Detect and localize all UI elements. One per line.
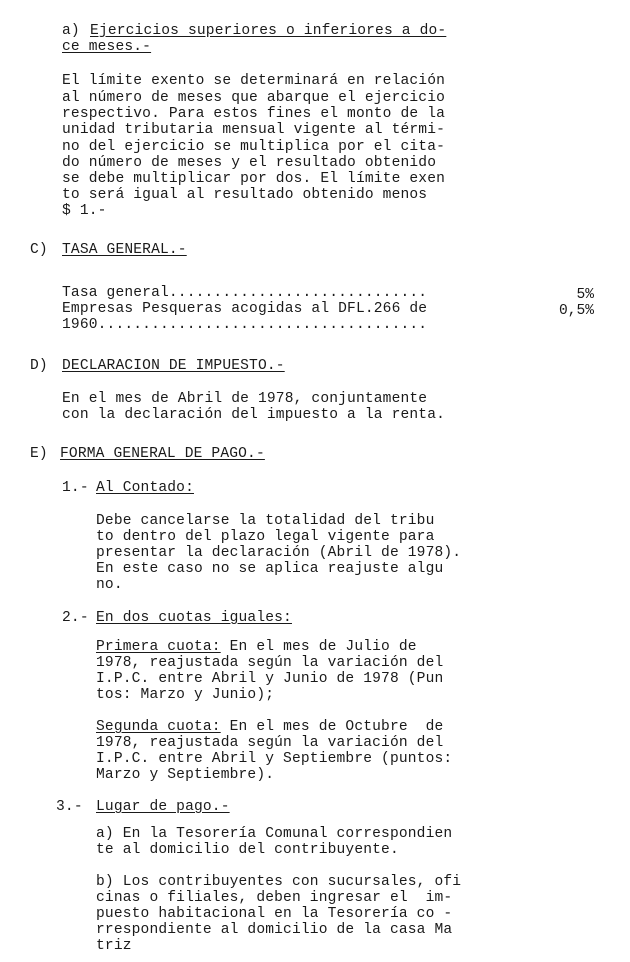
section-a-title-line1: Ejercicios superiores o inferiores a do- bbox=[90, 23, 447, 39]
cuota-2-label: Segunda cuota: bbox=[96, 719, 221, 735]
item-1-number: 1.- bbox=[62, 480, 89, 496]
section-a-body-line: do número de meses y el resultado obtenido bbox=[62, 155, 437, 171]
section-c-title: TASA GENERAL.- bbox=[62, 242, 187, 258]
section-d-body-line: En el mes de Abril de 1978, conjuntamente bbox=[62, 391, 428, 407]
item-3b-line: b) Los contribuyentes con sucursales, ofi bbox=[96, 874, 462, 890]
cuota-1-label: Primera cuota: bbox=[96, 639, 221, 655]
cuota-1-line: tos: Marzo y Junio); bbox=[96, 687, 275, 703]
section-a-body-line: no del ejercicio se multiplica por el cita- bbox=[62, 139, 446, 155]
item-1-body-line: Debe cancelarse la totalidad del tribu bbox=[96, 513, 435, 529]
cuota-2-line: I.P.C. entre Abril y Septiembre (puntos: bbox=[96, 751, 453, 767]
cuota-1-line: I.P.C. entre Abril y Junio de 1978 (Pun bbox=[96, 671, 444, 687]
rate-row-label: Empresas Pesqueras acogidas al DFL.266 de bbox=[62, 301, 428, 317]
item-2-number: 2.- bbox=[62, 610, 89, 626]
item-1-body-line: En este caso no se aplica reajuste algu bbox=[96, 561, 444, 577]
item-3b-line: triz bbox=[96, 938, 132, 954]
section-d-body-line: con la declaración del impuesto a la renta. bbox=[62, 407, 446, 423]
item-2-title: En dos cuotas iguales: bbox=[96, 610, 292, 626]
item-1-title: Al Contado: bbox=[96, 480, 194, 496]
section-d-label: D) bbox=[30, 358, 48, 374]
item-3a-line: a) En la Tesorería Comunal correspondien bbox=[96, 826, 453, 842]
item-3b-line: rrespondiente al domicilio de la casa Ma bbox=[96, 922, 453, 938]
rate-row-label: Tasa general............................. bbox=[62, 285, 428, 301]
cuota-1-text: En el mes de Julio de bbox=[220, 639, 417, 655]
section-a-body-line: se debe multiplicar por dos. El límite exen bbox=[62, 171, 446, 187]
section-a-body-line: $ 1.- bbox=[62, 203, 107, 219]
rate-row-value: 0,5% bbox=[558, 303, 594, 319]
item-3-title: Lugar de pago.- bbox=[96, 799, 230, 815]
section-c-label: C) bbox=[30, 242, 48, 258]
cuota-2-first-line bbox=[96, 720, 443, 735]
section-a-body-line: respectivo. Para estos fines el monto de la bbox=[62, 106, 446, 122]
cuota-1-line: 1978, reajustada según la variación del bbox=[96, 655, 444, 671]
section-e-label: E) bbox=[30, 446, 48, 462]
section-d-title: DECLARACION DE IMPUESTO.- bbox=[62, 358, 285, 374]
section-a-body-line: unidad tributaria mensual vigente al térmi- bbox=[62, 122, 446, 138]
rate-row-label: 1960..................................... bbox=[62, 317, 428, 333]
item-3b-line: cinas o filiales, deben ingresar el im- bbox=[96, 890, 453, 906]
item-1-body-line: no. bbox=[96, 577, 123, 593]
rate-row-value: 5% bbox=[576, 287, 594, 303]
section-e-title: FORMA GENERAL DE PAGO.- bbox=[60, 446, 265, 462]
cuota-2-text: En el mes de Octubre de bbox=[220, 719, 444, 735]
section-a-body-line: to será igual al resultado obtenido menos bbox=[62, 187, 428, 203]
section-a-title-line2: ce meses.- bbox=[62, 39, 152, 55]
item-3-number: 3.- bbox=[56, 799, 83, 815]
item-1-body-line: presentar la declaración (Abril de 1978). bbox=[96, 545, 462, 561]
section-a-body-line: al número de meses que abarque el ejercicio bbox=[62, 90, 446, 106]
cuota-2-line: 1978, reajustada según la variación del bbox=[96, 735, 444, 751]
item-3a-line: te al domicilio del contribuyente. bbox=[96, 842, 399, 858]
item-3b-line: puesto habitacional en la Tesorería co - bbox=[96, 906, 453, 922]
item-1-body-line: to dentro del plazo legal vigente para bbox=[96, 529, 435, 545]
section-a-label: a) bbox=[62, 23, 80, 39]
cuota-2-line: Marzo y Septiembre). bbox=[96, 767, 275, 783]
section-a-body-line: El límite exento se determinará en relación bbox=[62, 73, 446, 89]
cuota-1-first-line bbox=[96, 640, 417, 655]
